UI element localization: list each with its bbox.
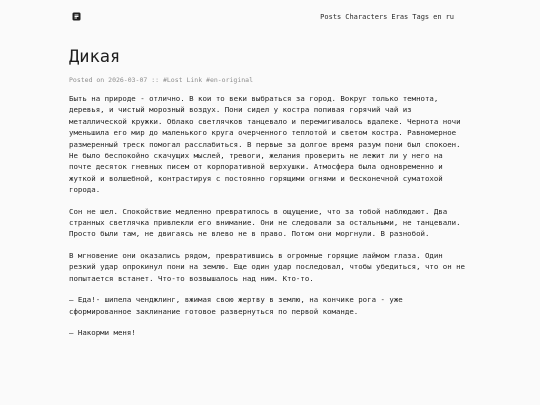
post-date: 2026-03-07 bbox=[108, 76, 148, 84]
lang-link-en[interactable]: en bbox=[433, 13, 442, 21]
post-body bbox=[69, 93, 469, 338]
meta-separator: :: bbox=[151, 76, 160, 84]
paragraph: — Накорми меня! bbox=[69, 327, 136, 337]
post bbox=[69, 46, 469, 348]
nav-link-tags[interactable]: Tags bbox=[412, 13, 430, 21]
post-meta bbox=[69, 75, 469, 85]
logo-icon[interactable] bbox=[72, 12, 81, 21]
nav-link-eras[interactable]: Eras bbox=[391, 13, 409, 21]
post-title: Дикая bbox=[69, 47, 121, 67]
nav-link-characters[interactable]: Characters bbox=[345, 13, 388, 21]
lang-link-ru[interactable]: ru bbox=[445, 13, 454, 21]
paragraph: Быть на природе - отлично. В кои то веки выбраться за город. Вокруг только темнота, деревья, и чистый морозный воздух. Пони сидел у костра попивая горячий чай из металлической кружки. Облако светлячков танцевало и перемигивалось вдалеке. Чернота ночи уменьшила его мир до маленького круга очерченного теплотой и светом костра. Равномерное размеренный треск помогал расслабиться. В первые за долгое время разум пони был спокоен. Не было беспокойно скачущих мыслей, тревоги, желания проверить не лежит ли у него на почте десяток гневных писем от корпоративной верхушки. Атмосфера была одновременно и жуткой и волшебной, контрастируя с постоянно горящими огнями и бесконечной суматохой города. bbox=[69, 94, 461, 195]
nav-link-posts[interactable]: Posts bbox=[320, 13, 342, 21]
paragraph: В мгновение они оказались рядом, превратившись в огромные горящие лаймом глаза. Один резкий удар опрокинул пони на землю. Еще один удар последовал, чтобы убедиться, что он не попытается встанет. Что-то возвышалось над ним. Кто-то. bbox=[69, 250, 466, 283]
site-header bbox=[0, 10, 540, 26]
tag-link[interactable]: #Lost Link bbox=[162, 76, 203, 84]
paragraph: — Еда!- шипела ченджлинг, вжимая свою жертву в землю, на кончике рога - уже сформированное заклинание готовое развернуться по первой команде. bbox=[69, 295, 403, 316]
paragraph: Сон не шел. Спокойствие медленно превратилось в ощущение, что за тобой наблюдают. Два странных светлячка привлекли его внимание. Они не следовали за остальными, не танцевали. Просто были там, не двигаясь не влево не в право. Потом они моргнули. В разнобой. bbox=[69, 206, 461, 239]
tag-link[interactable]: #en-original bbox=[206, 76, 253, 84]
main-nav bbox=[316, 11, 454, 23]
posted-on-label: Posted on bbox=[69, 76, 105, 84]
